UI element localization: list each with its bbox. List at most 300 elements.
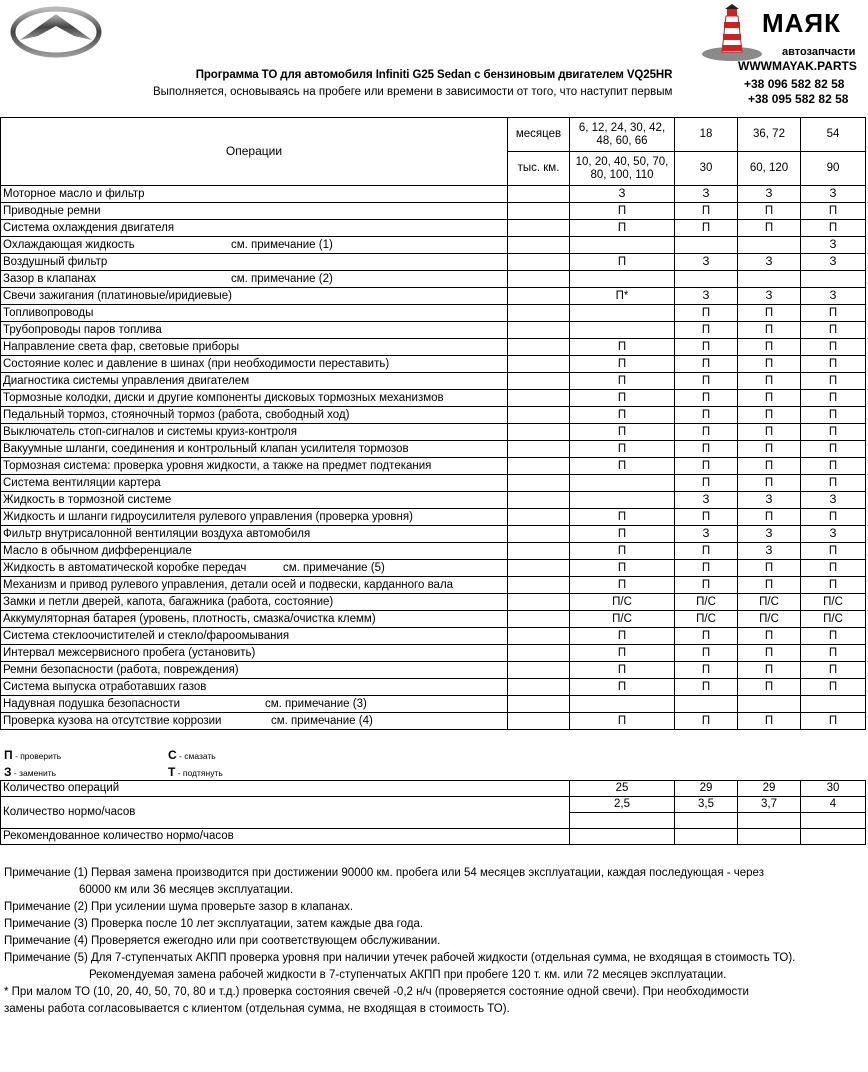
operation-name [1,662,508,679]
operation-value: З [738,186,801,203]
operation-note: см. примечание (3) [265,697,367,710]
table-row [1,186,866,203]
operation-name [1,339,508,356]
operation-label: Трубопроводы паров топлива [3,323,162,336]
operation-value: П [570,543,675,560]
operation-value: П [675,560,738,577]
operation-label: Система стеклоочистителей и стекло/фароомывания [3,629,290,642]
norm-hours-2: 3,5 [675,797,738,813]
operation-note: см. примечание (5) [283,561,385,574]
operation-blank [508,509,570,526]
table-row [1,594,866,611]
operation-note: см. примечание (2) [231,272,333,285]
operations-count-3: 29 [738,781,801,797]
operation-blank [508,560,570,577]
interval-km-4: 90 [801,152,866,186]
operation-label: Выключатель стоп-сигналов и системы круиз-контроля [3,425,298,438]
operation-blank [508,254,570,271]
operation-value: П [570,458,675,475]
operation-label: Система выпуска отработавших газов [3,680,207,693]
operation-value [570,492,675,509]
operation-name [1,220,508,237]
operation-name [1,390,508,407]
page-title: Программа ТО для автомобиля Infiniti G25 Sedan с бензиновым двигателем VQ25HR [195,69,673,81]
operation-value: П [675,543,738,560]
brand-phone-1[interactable]: +38 096 582 82 58 [744,77,845,91]
interval-km-2: 30 [675,152,738,186]
operation-value: З [738,543,801,560]
legend-lubricate-key: С [168,748,177,762]
operation-value: П [570,526,675,543]
norm-hours-blank-4 [801,813,866,829]
operation-label: Жидкость в автоматической коробке передач [3,561,247,574]
operation-blank [508,662,570,679]
operations-count-label: Количество операций [1,781,570,797]
page-subtitle: Выполняется, основываясь на пробеге или времени в зависимости от того, что наступит первым [153,86,673,98]
operation-blank [508,424,570,441]
table-row [1,662,866,679]
operation-value: П [675,339,738,356]
operation-blank [508,237,570,254]
operation-blank [508,288,570,305]
operation-value: П [801,662,866,679]
operation-name [1,526,508,543]
operation-blank [508,696,570,713]
operation-value: П [570,407,675,424]
operation-value: З [675,254,738,271]
operation-value: П [801,390,866,407]
operation-value: П [570,339,675,356]
operation-value: П [570,560,675,577]
operation-value: П [738,373,801,390]
operation-value: П [570,203,675,220]
table-row [1,492,866,509]
legend-tighten-key: Т [168,765,176,779]
table-row [1,305,866,322]
operation-value: П [570,441,675,458]
operation-value [570,305,675,322]
operation-value: З [738,492,801,509]
operation-label: Механизм и привод рулевого управления, детали осей и подвески, карданного вала [3,578,454,591]
operation-value: П [738,679,801,696]
operation-blank [508,322,570,339]
operation-label: Жидкость и шланги гидроусилителя рулевого управления (проверка уровня) [3,510,413,523]
operation-blank [508,458,570,475]
operation-blank [508,594,570,611]
operation-value [675,696,738,713]
months-label: месяцев [508,118,570,152]
operation-value: П [738,424,801,441]
table-row [1,271,866,288]
operation-name [1,713,508,730]
operation-value [570,237,675,254]
operations-count-1: 25 [570,781,675,797]
operation-value: П [675,373,738,390]
operation-label: Педальный тормоз, стояночный тормоз (работа, свободный ход) [3,408,350,421]
legend-lubricate [168,748,216,762]
operation-value: П [675,509,738,526]
operation-value: П [738,458,801,475]
operation-label: Надувная подушка безопасности [3,697,181,710]
operation-value: П [738,322,801,339]
operation-value: П [801,560,866,577]
operation-value: П [570,662,675,679]
operation-value: П [675,713,738,730]
table-row [1,203,866,220]
operation-value: З [675,186,738,203]
table-row [1,322,866,339]
table-row [1,424,866,441]
recommended-hours-4 [801,829,866,845]
operation-label: Проверка кузова на отсутствие коррозии [3,714,222,727]
norm-hours-label: Количество нормо/часов [1,797,570,829]
operation-name [1,543,508,560]
operation-label: Аккумуляторная батарея (уровень, плотность, смазка/очистка клемм) [3,612,376,625]
operation-blank [508,186,570,203]
operation-value: П [801,373,866,390]
operation-label: Моторное масло и фильтр [3,187,145,200]
operation-blank [508,356,570,373]
operation-label: Тормозные колодки, диски и другие компоненты дисковых тормозных механизмов [3,391,444,404]
operation-blank [508,577,570,594]
operation-value: З [738,526,801,543]
recommended-hours-2 [675,829,738,845]
operation-blank [508,526,570,543]
operation-blank [508,305,570,322]
operation-value: П [675,203,738,220]
table-row [1,577,866,594]
table-row [1,645,866,662]
operation-name [1,271,508,288]
operation-value: П [801,424,866,441]
operation-name [1,458,508,475]
table-row [1,339,866,356]
summary-table [0,780,866,845]
operation-name [1,441,508,458]
operation-label: Вакуумные шланги, соединения и контрольный клапан усилителя тормозов [3,442,409,455]
operation-label: Тормозная система: проверка уровня жидкости, а также на предмет подтекания [3,459,432,472]
operation-label: Зазор в клапанах [3,272,97,285]
operation-value: П [801,339,866,356]
operation-value: П [675,305,738,322]
operation-value: П [570,509,675,526]
operation-label: Приводные ремни [3,204,101,217]
operation-blank [508,373,570,390]
legend-check [4,748,61,762]
operation-note: см. примечание (4) [271,714,373,727]
operation-value: П/С [675,594,738,611]
operation-blank [508,492,570,509]
operation-blank [508,645,570,662]
operation-value [675,237,738,254]
operation-name [1,305,508,322]
note-4: Примечание (4) Проверяется ежегодно или при соответствующем обслуживании. [4,935,441,947]
operation-value: П [801,645,866,662]
operation-value: П [738,509,801,526]
operation-value: П/С [801,594,866,611]
operation-value: П [675,220,738,237]
operation-value: П [738,628,801,645]
operation-value: П [738,339,801,356]
table-row [1,288,866,305]
table-row [1,220,866,237]
operation-value: П/С [570,611,675,628]
interval-months-4: 54 [801,118,866,152]
operation-value: З [801,526,866,543]
operation-name [1,186,508,203]
interval-km-3: 60, 120 [738,152,801,186]
operation-value: З [738,254,801,271]
operation-value [570,475,675,492]
operation-value [675,271,738,288]
operation-name [1,628,508,645]
operation-value [801,696,866,713]
operation-value: П [801,458,866,475]
operation-value: З [570,186,675,203]
operation-value: П [738,203,801,220]
operation-label: Система вентиляции картера [3,476,161,489]
operation-name [1,288,508,305]
operation-name [1,322,508,339]
recommended-hours-1 [570,829,675,845]
interval-months-2: 18 [675,118,738,152]
operation-value: П [738,407,801,424]
operation-note: см. примечание (1) [231,238,333,251]
operation-value: З [801,492,866,509]
operation-value: П [675,407,738,424]
legend-tighten [168,765,223,779]
operations-header: Операции [1,118,508,186]
operation-value: П [675,577,738,594]
operation-blank [508,407,570,424]
operation-value: П [570,713,675,730]
table-row [1,237,866,254]
note-5-cont: Рекомендуемая замена рабочей жидкости в 7-ступенчатых АКПП при пробеге 120 т. км. или 72 месяцев эксплуатации. [89,969,727,981]
note-spark-cont: замены работа согласовывается с клиентом (отдельная сумма, не входящая в стоимость ТО). [4,1003,510,1015]
norm-hours-blank-1 [570,813,675,829]
operation-value: П [738,441,801,458]
table-row [1,458,866,475]
operation-blank [508,713,570,730]
operation-value: П [738,713,801,730]
legend-replace-text: - заменить [13,768,57,778]
operation-blank [508,543,570,560]
legend-check-key: П [4,748,13,762]
operation-value: П [801,441,866,458]
operation-label: Масло в обычном дифференциале [3,544,192,557]
operation-value: З [675,526,738,543]
table-row [1,679,866,696]
operation-value: П [801,679,866,696]
operation-name [1,254,508,271]
table-row [1,254,866,271]
operation-value: З [801,288,866,305]
operation-value [570,271,675,288]
operation-value: П [675,441,738,458]
km-label: тыс. км. [508,152,570,186]
operation-value: П [570,577,675,594]
operation-value [738,271,801,288]
norm-hours-blank-2 [675,813,738,829]
operation-blank [508,441,570,458]
operation-label: Направление света фар, световые приборы [3,340,240,353]
operation-value: П [675,645,738,662]
operation-value: П [675,424,738,441]
operation-value: П/С [801,611,866,628]
norm-hours-1: 2,5 [570,797,675,813]
operation-value: П [675,628,738,645]
table-row [1,441,866,458]
operation-value: З [675,288,738,305]
operation-value: П [570,628,675,645]
interval-months-3: 36, 72 [738,118,801,152]
legend-check-text: - проверить [15,751,62,761]
brand-name: МАЯК [762,8,841,38]
operation-value: П [801,356,866,373]
operation-name [1,424,508,441]
operation-value: П [801,713,866,730]
operation-label: Фильтр внутрисалонной вентиляции воздуха автомобиля [3,527,311,540]
operation-label: Жидкость в тормозной системе [3,493,172,506]
operation-value: П [738,390,801,407]
operations-count-2: 29 [675,781,738,797]
operation-value: П [801,475,866,492]
table-row [1,713,866,730]
operation-value: З [738,288,801,305]
brand-website[interactable]: WWWMAYAK.PARTS [738,59,857,73]
interval-km-1: 10, 20, 40, 50, 70, 80, 100, 110 [570,152,675,186]
operation-label: Топливопроводы [3,306,94,319]
operation-value: П/С [738,594,801,611]
operation-name [1,560,508,577]
maintenance-schedule-table [0,117,866,730]
operation-name [1,475,508,492]
operation-value: З [801,186,866,203]
legend-replace [4,765,56,779]
legend-tighten-text: - подтянуть [177,768,223,778]
operation-blank [508,203,570,220]
operation-value: П [675,458,738,475]
operation-label: Воздушный фильтр [3,255,108,268]
operation-value: П/С [570,594,675,611]
operation-blank [508,611,570,628]
operation-blank [508,220,570,237]
operation-value: П [570,679,675,696]
operation-value: П [570,424,675,441]
table-row [1,407,866,424]
operation-value: П [570,373,675,390]
operation-blank [508,628,570,645]
note-5: Примечание (5) Для 7-ступенчатых АКПП проверка уровня при наличии утечек рабочей жидкости (отдельная сумма, не входящая в стоимость ТО). [4,952,796,964]
legend-replace-key: З [4,765,12,779]
table-row [1,628,866,645]
operation-value: П [801,543,866,560]
operation-value: П [801,220,866,237]
operation-name [1,509,508,526]
operation-value: П [570,220,675,237]
norm-hours-3: 3,7 [738,797,801,813]
operation-value: П [738,305,801,322]
operation-name [1,356,508,373]
operation-name [1,407,508,424]
operation-blank [508,390,570,407]
operation-value: П [801,577,866,594]
operation-value: П [675,662,738,679]
note-spark: * При малом ТО (10, 20, 40, 50, 70, 80 и т.д.) проверка состояния свечей -0,2 н/ч (проверяется состояние одной свечи). При необходимости [4,986,749,998]
operation-value: П [738,577,801,594]
norm-hours-4: 4 [801,797,866,813]
operation-blank [508,475,570,492]
operation-value: П [675,322,738,339]
brand-subtitle: автозапчасти [782,46,856,58]
table-row [1,696,866,713]
note-2: Примечание (2) При усилении шума проверьте зазор в клапанах. [4,901,354,913]
operation-value: П [675,679,738,696]
operation-value: П [738,356,801,373]
operation-value [738,696,801,713]
operation-value: П [570,390,675,407]
interval-months-1: 6, 12, 24, 30, 42, 48, 60, 66 [570,118,675,152]
operation-name [1,577,508,594]
operation-name [1,594,508,611]
operation-value [738,237,801,254]
operation-label: Охлаждающая жидкость [3,238,135,251]
operation-value [570,696,675,713]
operation-label: Диагностика системы управления двигателем [3,374,250,387]
legend-lubricate-text: - смазать [179,751,216,761]
operation-value: П [570,254,675,271]
brand-logo-icon [10,6,102,58]
operation-value: П [675,390,738,407]
recommended-hours-label: Рекомендованное количество нормо/часов [1,829,570,845]
operation-value: П [738,220,801,237]
operations-count-4: 30 [801,781,866,797]
operation-name [1,696,508,713]
table-row [1,475,866,492]
operation-label: Интервал межсервисного пробега (установить) [3,646,256,659]
operation-name [1,237,508,254]
table-row [1,611,866,628]
operation-value: П [675,475,738,492]
operation-label: Система охлаждения двигателя [3,221,175,234]
note-3: Примечание (3) Проверка после 10 лет эксплуатации, затем каждые два года. [4,918,424,930]
operation-label: Замки и петли дверей, капота, багажника (работа, состояние) [3,595,334,608]
operation-value: П/С [738,611,801,628]
operation-label: Свечи зажигания (платиновые/иридиевые) [3,289,232,302]
operation-blank [508,339,570,356]
operation-name [1,645,508,662]
operation-value [801,271,866,288]
brand-phone-2[interactable]: +38 095 582 82 58 [748,92,849,106]
operation-value: П [738,662,801,679]
recommended-hours-3 [738,829,801,845]
operation-value: П [801,305,866,322]
operation-name [1,679,508,696]
table-row [1,543,866,560]
operation-value: П [801,203,866,220]
operation-value: П [675,356,738,373]
operation-name [1,203,508,220]
note-1: Примечание (1) Первая замена производится при достижении 90000 км. пробега или 54 месяцев эксплуатации, каждая последующая - через [4,867,764,879]
operation-value: П [801,509,866,526]
operation-value: З [801,237,866,254]
table-row [1,526,866,543]
operation-name [1,373,508,390]
operation-label: Состояние колес и давление в шинах (при необходимости переставить) [3,357,390,370]
operation-value: П [801,407,866,424]
operation-value: П/С [675,611,738,628]
operation-value: З [801,254,866,271]
